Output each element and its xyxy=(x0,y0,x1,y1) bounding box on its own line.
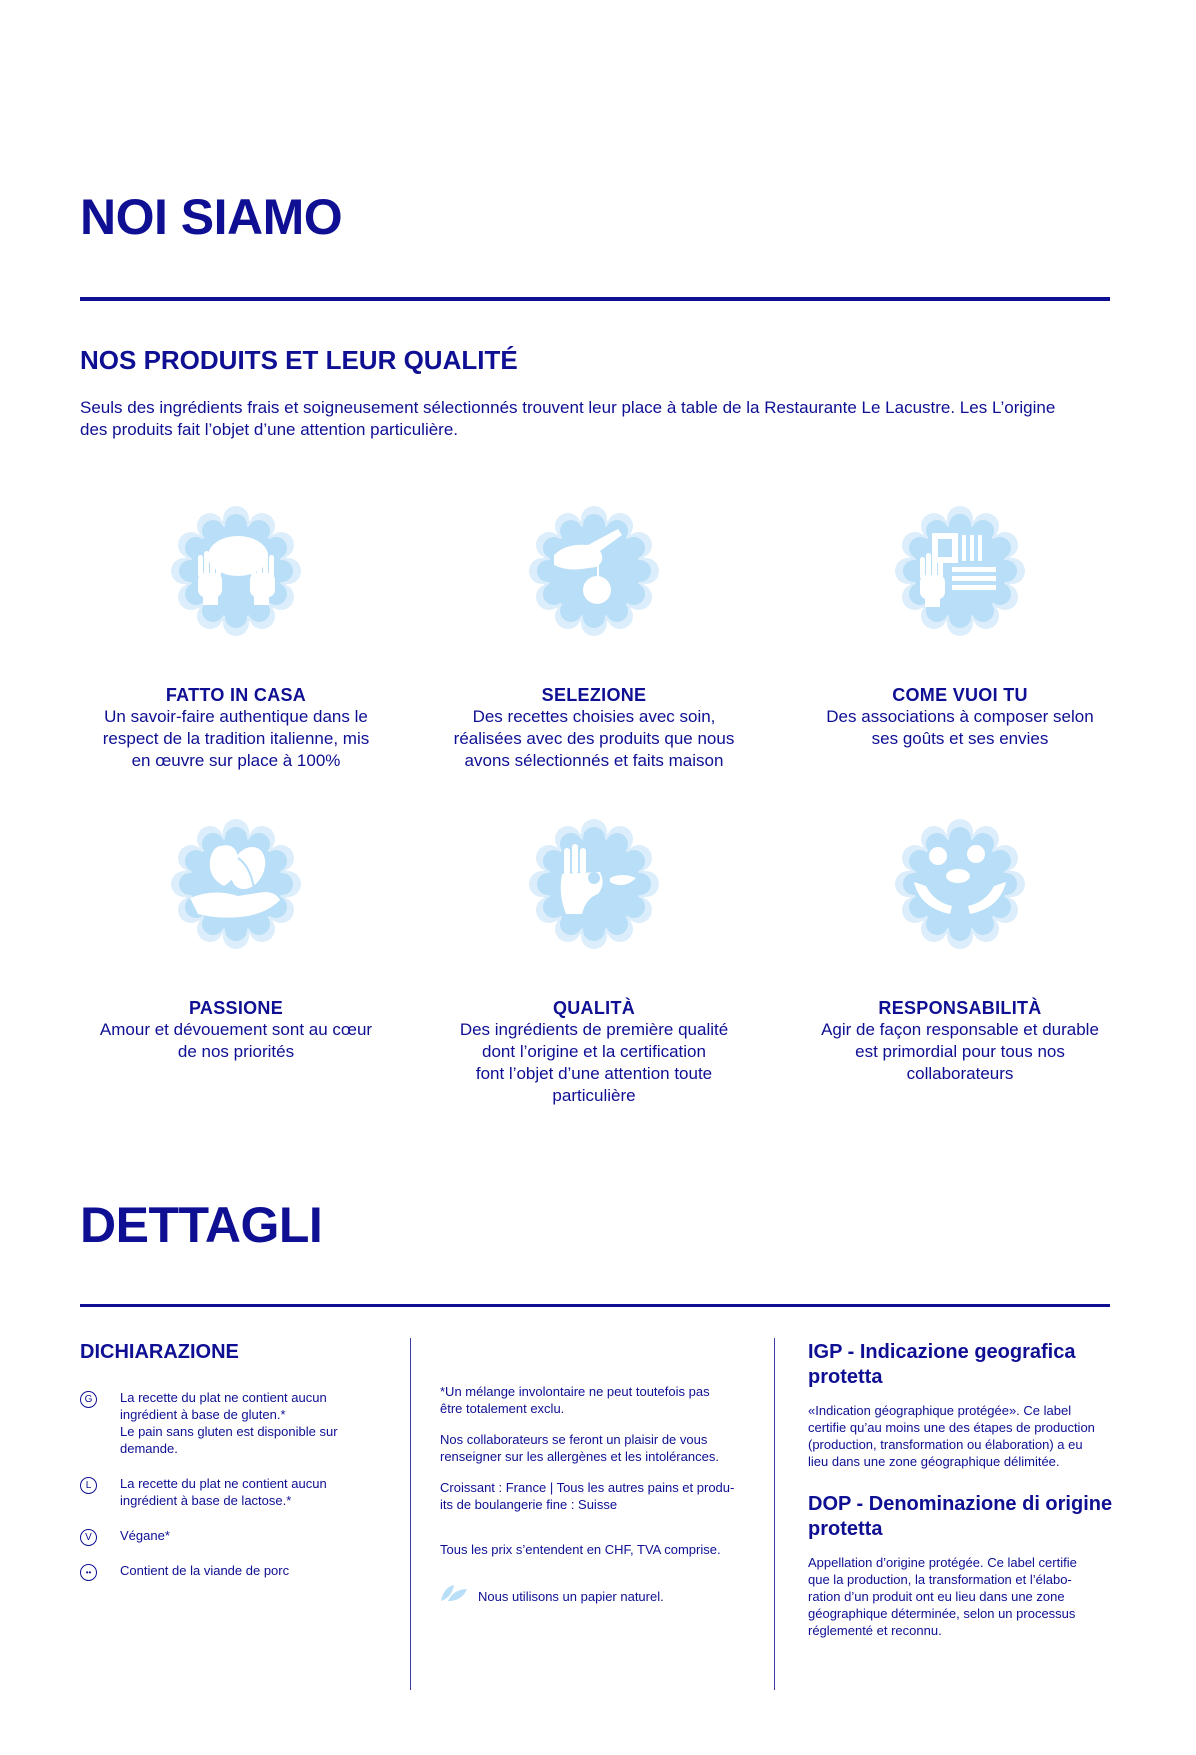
allergen-legend xyxy=(80,1389,390,1579)
feature-line: Des recettes choisies avec soin, xyxy=(472,707,716,726)
feature-title: SELEZIONE xyxy=(541,685,647,705)
gluten-free-icon: G xyxy=(80,1391,97,1408)
feature-description xyxy=(434,706,754,772)
feature-line: Des associations à composer selon xyxy=(826,707,1094,726)
note-line: its de boulangerie fine : Suisse xyxy=(440,1497,618,1512)
section-title-noi-siamo: NOI SIAMO xyxy=(80,189,343,245)
igp-title: IGP - Indicazione geografica protetta xyxy=(808,1341,1076,1388)
feature-line: dont l’origine et la certification xyxy=(482,1042,706,1061)
feature-line: font l’objet d’une attention toute xyxy=(475,1064,713,1083)
note-line: Croissant : France | Tous les autres pains et produ- xyxy=(440,1480,735,1495)
subtitle-products-quality: NOS PRODUITS ET LEUR QUALITÉ xyxy=(80,345,518,375)
feature-line: réalisées avec des produits que nous xyxy=(453,729,735,748)
leaf-paper-icon xyxy=(440,1583,468,1603)
hand-picking-tomato-icon xyxy=(526,503,662,639)
feature-title: FATTO IN CASA xyxy=(165,685,307,705)
paper-note xyxy=(440,1588,760,1605)
feature-title: RESPONSABILITÀ xyxy=(878,998,1042,1018)
intro-line: Seuls des ingrédients frais et soigneusement sélectionnés trouvent leur place à table de la Restaurante Le Lacustre. Les L’origine xyxy=(80,398,1056,417)
dop-title: DOP - Denominazione di origine protetta xyxy=(808,1493,1113,1540)
legend-line: Le pain sans gluten est disponible sur xyxy=(120,1424,338,1439)
label-line: réglementé et reconnu. xyxy=(808,1623,942,1638)
ok-hand-lips-icon xyxy=(526,816,662,952)
legend-line: ingrédient à base de gluten.* xyxy=(120,1407,286,1422)
feature-description xyxy=(76,1019,396,1063)
legend-line: Contient de la viande de porc xyxy=(120,1563,290,1578)
hands-leaves-icon xyxy=(892,816,1028,952)
feature-line: Agir de façon responsable et durable xyxy=(821,1020,1099,1039)
legend-line: La recette du plat ne contient aucun xyxy=(120,1476,327,1491)
label-line: (production, transformation ou élaboration) a eu xyxy=(808,1437,1083,1452)
legend-item-gluten xyxy=(80,1389,390,1457)
intro-paragraph xyxy=(80,397,1120,441)
feature-qualita xyxy=(434,816,754,1107)
feature-title: PASSIONE xyxy=(188,998,284,1018)
section-divider xyxy=(80,1304,1110,1307)
feature-passione xyxy=(76,816,396,1063)
origin-note xyxy=(440,1479,760,1513)
feature-selezione xyxy=(434,503,754,772)
pork-icon: •• xyxy=(80,1564,97,1581)
prices-note: Tous les prix s’entendent en CHF, TVA comprise. xyxy=(440,1542,721,1557)
igp-description xyxy=(808,1402,1118,1470)
declaration-column xyxy=(80,1340,390,1597)
hand-holding-fruit-icon xyxy=(168,816,304,952)
feature-line: en œuvre sur place à 100% xyxy=(131,751,341,770)
section-title-dettagli: DETTAGLI xyxy=(80,1197,323,1253)
feature-title: QUALITÀ xyxy=(552,998,636,1018)
column-divider xyxy=(774,1338,775,1690)
feature-description xyxy=(800,1019,1120,1085)
note-line: *Un mélange involontaire ne peut toutefois pas xyxy=(440,1384,710,1399)
label-line: certifie qu’au moins une des étapes de production xyxy=(808,1420,1095,1435)
label-line: géographique déterminée, selon un processus xyxy=(808,1606,1076,1621)
feature-title: COME VUOI TU xyxy=(892,685,1028,705)
feature-responsabilita xyxy=(800,816,1120,1085)
section-divider xyxy=(80,297,1110,301)
feature-line: collaborateurs xyxy=(906,1064,1014,1083)
note-line: Nos collaborateurs se feront un plaisir de vous xyxy=(440,1432,708,1447)
feature-description xyxy=(76,706,396,772)
label-line: ration d’un produit ont eu lieu dans une zone xyxy=(808,1589,1065,1604)
legend-line: Végane* xyxy=(120,1528,170,1543)
allergens-note xyxy=(440,1431,760,1465)
feature-come-vuoi-tu xyxy=(800,503,1120,750)
feature-description xyxy=(434,1019,754,1107)
legend-item-lactose xyxy=(80,1475,390,1509)
label-line: que la production, la transformation et l’élabo- xyxy=(808,1572,1072,1587)
legend-item-vegan xyxy=(80,1527,390,1544)
label-line: Appellation d’origine protégée. Ce label certifie xyxy=(808,1555,1077,1570)
labels-column xyxy=(808,1340,1118,1639)
feature-line: avons sélectionnés et faits maison xyxy=(464,751,724,770)
feature-description xyxy=(800,706,1120,750)
column-divider xyxy=(410,1338,411,1690)
notes-column xyxy=(440,1383,760,1605)
feature-line: ses goûts et ses envies xyxy=(871,729,1049,748)
hands-gloves-icon xyxy=(168,503,304,639)
feature-line: Des ingrédients de première qualité xyxy=(459,1020,729,1039)
legend-line: La recette du plat ne contient aucun xyxy=(120,1390,327,1405)
disclaimer-note xyxy=(440,1383,760,1417)
feature-line: est primordial pour tous nos xyxy=(855,1042,1065,1061)
dop-description xyxy=(808,1554,1118,1639)
lactose-free-icon: L xyxy=(80,1477,97,1494)
feature-fatto-in-casa xyxy=(76,503,396,772)
feature-line: Amour et dévouement sont au cœur xyxy=(99,1020,373,1039)
vegan-icon: V xyxy=(80,1529,97,1546)
label-line: «Indication géographique protégée». Ce label xyxy=(808,1403,1072,1418)
legend-line: demande. xyxy=(120,1441,178,1456)
feature-line: respect de la tradition italienne, mis xyxy=(102,729,370,748)
intro-line: des produits fait l’objet d’une attention particulière. xyxy=(80,420,459,439)
feature-line: Un savoir-faire authentique dans le xyxy=(104,707,368,726)
declaration-title: DICHIARAZIONE xyxy=(80,1341,239,1363)
feature-line: de nos priorités xyxy=(177,1042,295,1061)
hand-choosing-icon xyxy=(892,503,1028,639)
label-line: lieu dans une zone géographique délimitée. xyxy=(808,1454,1060,1469)
legend-line: ingrédient à base de lactose.* xyxy=(120,1493,292,1508)
note-line: renseigner sur les allergènes et les intolérances. xyxy=(440,1449,719,1464)
feature-line: particulière xyxy=(552,1086,636,1105)
note-line: être totalement exclu. xyxy=(440,1401,565,1416)
paper-note-text: Nous utilisons un papier naturel. xyxy=(478,1589,664,1604)
legend-item-pork xyxy=(80,1562,390,1579)
